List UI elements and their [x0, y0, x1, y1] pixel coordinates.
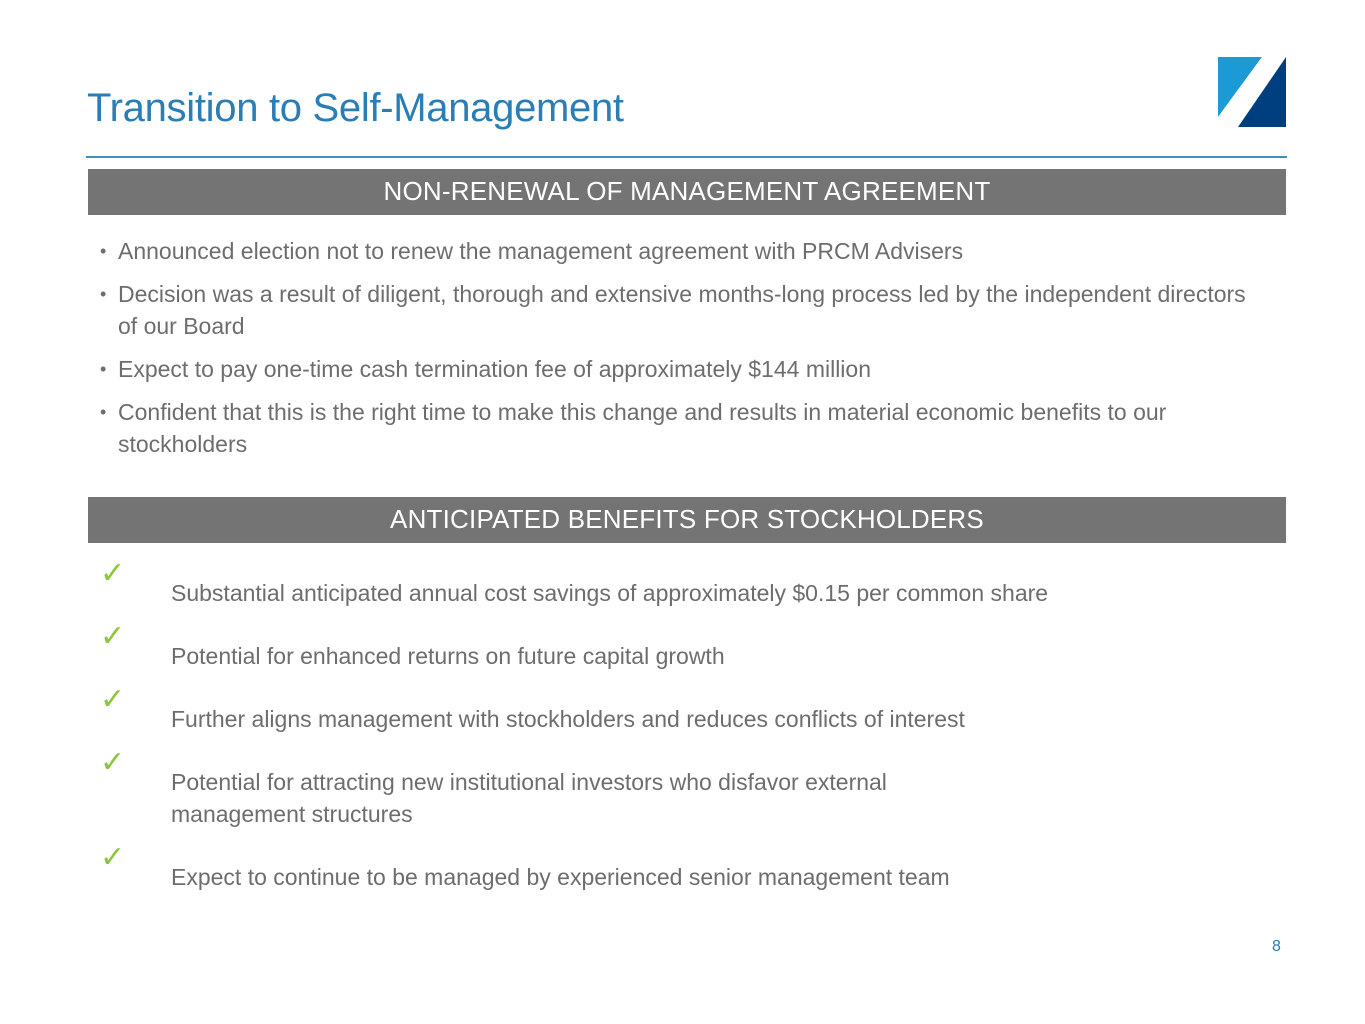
slide-title: Transition to Self-Management [87, 86, 624, 130]
bullet-item [100, 278, 1270, 342]
section-header-non-renewal: NON-RENEWAL OF MANAGEMENT AGREEMENT [88, 169, 1286, 215]
bullet-text: Confident that this is the right time to make this change and results in material economic benefits to our stockholders [118, 399, 1167, 457]
benefit-text: Further aligns management with stockholders and reduces conflicts of interest [171, 706, 965, 732]
bullet-marker: • [100, 359, 107, 379]
bullet-item [100, 353, 1270, 385]
bullet-item [100, 235, 1270, 267]
checkmark-icon: ✓ [100, 745, 126, 780]
title-divider [86, 156, 1287, 158]
benefit-text: Substantial anticipated annual cost savings of approximately $0.15 per common share [171, 580, 1049, 606]
checkmark-icon: ✓ [100, 619, 126, 654]
benefit-text: Expect to continue to be managed by experienced senior management team [171, 864, 950, 890]
benefit-item [100, 682, 1270, 735]
bullet-text: Announced election not to renew the management agreement with PRCM Advisers [118, 238, 964, 264]
benefits-list [100, 556, 1270, 911]
benefit-item [100, 840, 1270, 893]
checkmark-icon: ✓ [100, 840, 126, 875]
benefit-item [100, 556, 1270, 609]
benefit-item [100, 745, 1270, 830]
non-renewal-bullet-list [100, 235, 1270, 471]
bullet-marker: • [100, 241, 107, 261]
bullet-item [100, 396, 1270, 460]
bullet-text: Decision was a result of diligent, thorough and extensive months-long process led by the independent directors of our Board [118, 281, 1246, 339]
bullet-marker: • [100, 402, 107, 422]
checkmark-icon: ✓ [100, 556, 126, 591]
bullet-marker: • [100, 284, 107, 304]
checkmark-icon: ✓ [100, 682, 126, 717]
bullet-text: Expect to pay one-time cash termination fee of approximately $144 million [118, 356, 872, 382]
company-logo [1216, 55, 1288, 131]
benefit-item [100, 619, 1270, 672]
page-number: 8 [1272, 938, 1281, 955]
section-header-benefits: ANTICIPATED BENEFITS FOR STOCKHOLDERS [88, 497, 1286, 543]
benefit-text: Potential for enhanced returns on future capital growth [171, 643, 725, 669]
benefit-text: Potential for attracting new institutional investors who disfavor external management structures [171, 769, 887, 827]
